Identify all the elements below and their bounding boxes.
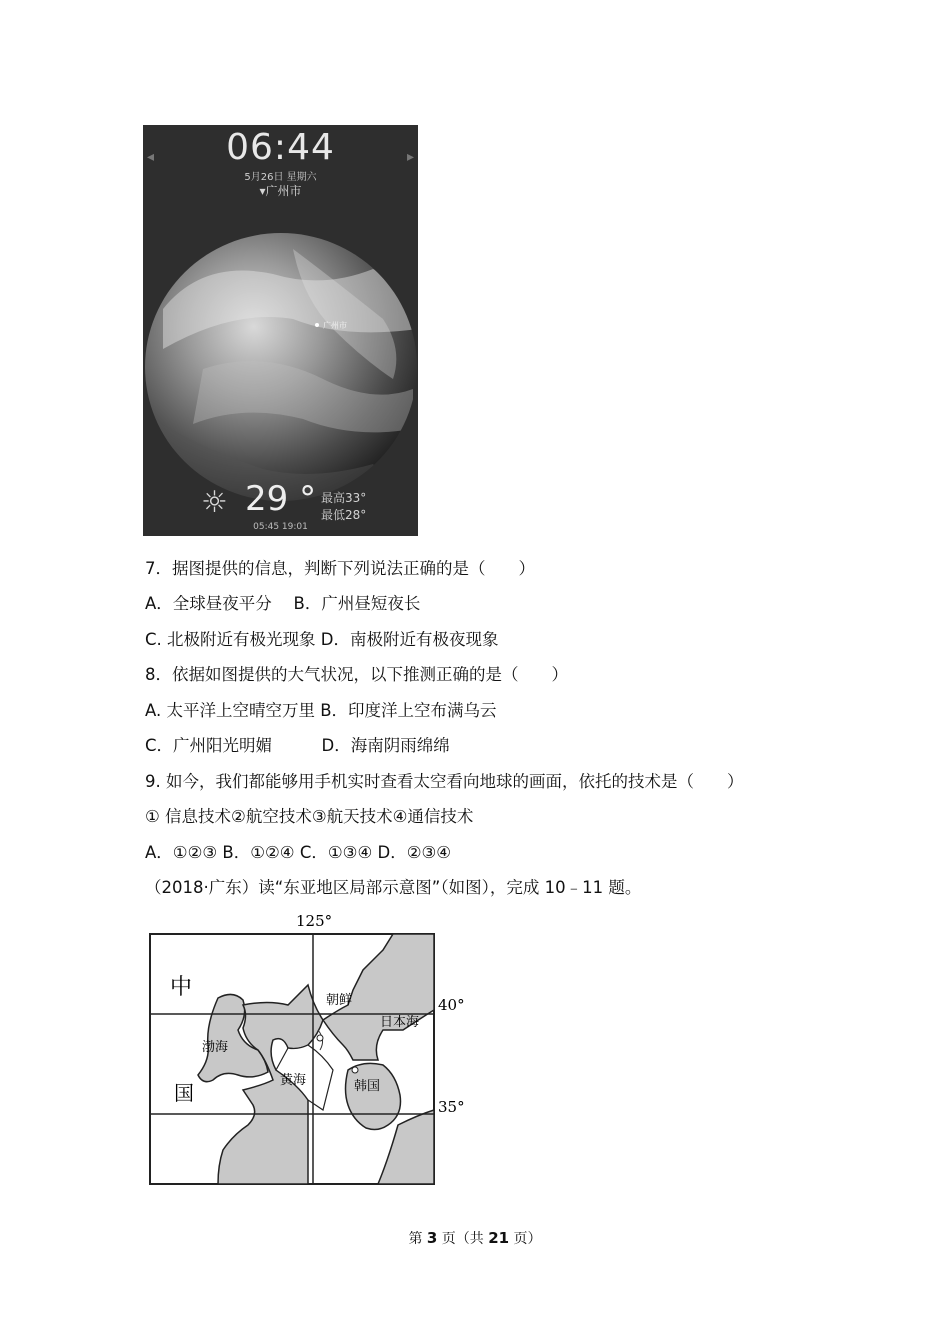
sun-icon: ☼ [201,485,228,520]
question-7-options-ab: A．全球昼夜平分 B．广州昼短夜长 [145,594,421,613]
temperature: 29 ° [245,479,317,519]
question-8-options-ab: A. 太平洋上空晴空万里 B．印度洋上空布满乌云 [145,701,497,720]
footer-mid: 页（共 [437,1231,489,1247]
question-9-answers: A．①②③ B．①②④ C．①③④ D．②③④ [145,843,452,862]
yellow-sea-label: 黄海 [280,1073,307,1088]
lon-125-label: 125° [296,912,333,930]
question-9-statements: ① 信息技术②航空技术③航天技术④通信技术 [145,807,474,826]
phone-screenshot [143,125,418,536]
question-8: 8．依据如图提供的大气状况，以下推测正确的是（ ） [145,665,568,684]
china-label-2: 国 [174,1081,194,1105]
earth-city-label: 广州市 [323,321,347,330]
south-korea-label: 韩国 [354,1079,381,1094]
question-9: 9. 如今，我们都能够用手机实时查看太空看向地球的画面，依托的技术是（ ） [145,772,744,791]
temp-high: 最高33° [321,491,367,505]
temp-low: 最低28° [321,508,367,522]
footer-suffix: 页） [509,1231,542,1247]
chevron-left-icon: ◂ [147,149,155,165]
bohai-sea-label: 渤海 [202,1040,229,1055]
page-footer [0,1228,950,1248]
footer-prefix: 第 [408,1231,427,1247]
north-korea-label: 朝鲜 [326,993,353,1008]
location-icon: ▾ [259,184,266,198]
chevron-right-icon: ▸ [406,149,414,165]
question-7: 7．据图提供的信息，判断下列说法正确的是（ ） [145,559,535,578]
page-total: 21 [488,1229,510,1247]
china-label-1: 中 [170,975,193,1000]
sea-of-japan-label: 日本海 [380,1015,420,1030]
sunrise-sunset: 05:45 19:01 [253,522,308,532]
east-asia-map [148,910,470,1188]
question-7-options-cd: C. 北极附近有极光现象 D．南极附近有极夜现象 [145,630,499,649]
intro-10-11: （2018·广东）读“东亚地区局部示意图”（如图），完成 10﹣11 题。 [145,878,642,897]
clock-time: 06:44 [226,127,335,168]
question-8-options-cd: C．广州阳光明媚 D．海南阴雨绵绵 [145,736,450,755]
lat-35-label: 35° [438,1098,465,1116]
lat-40-label: 40° [438,996,465,1014]
earth-image [143,219,418,519]
city-name [143,182,418,199]
clock-date: 5月26日 星期六 [244,172,317,183]
page-number: 3 [426,1229,438,1247]
city-label: 广州市 [265,184,302,198]
